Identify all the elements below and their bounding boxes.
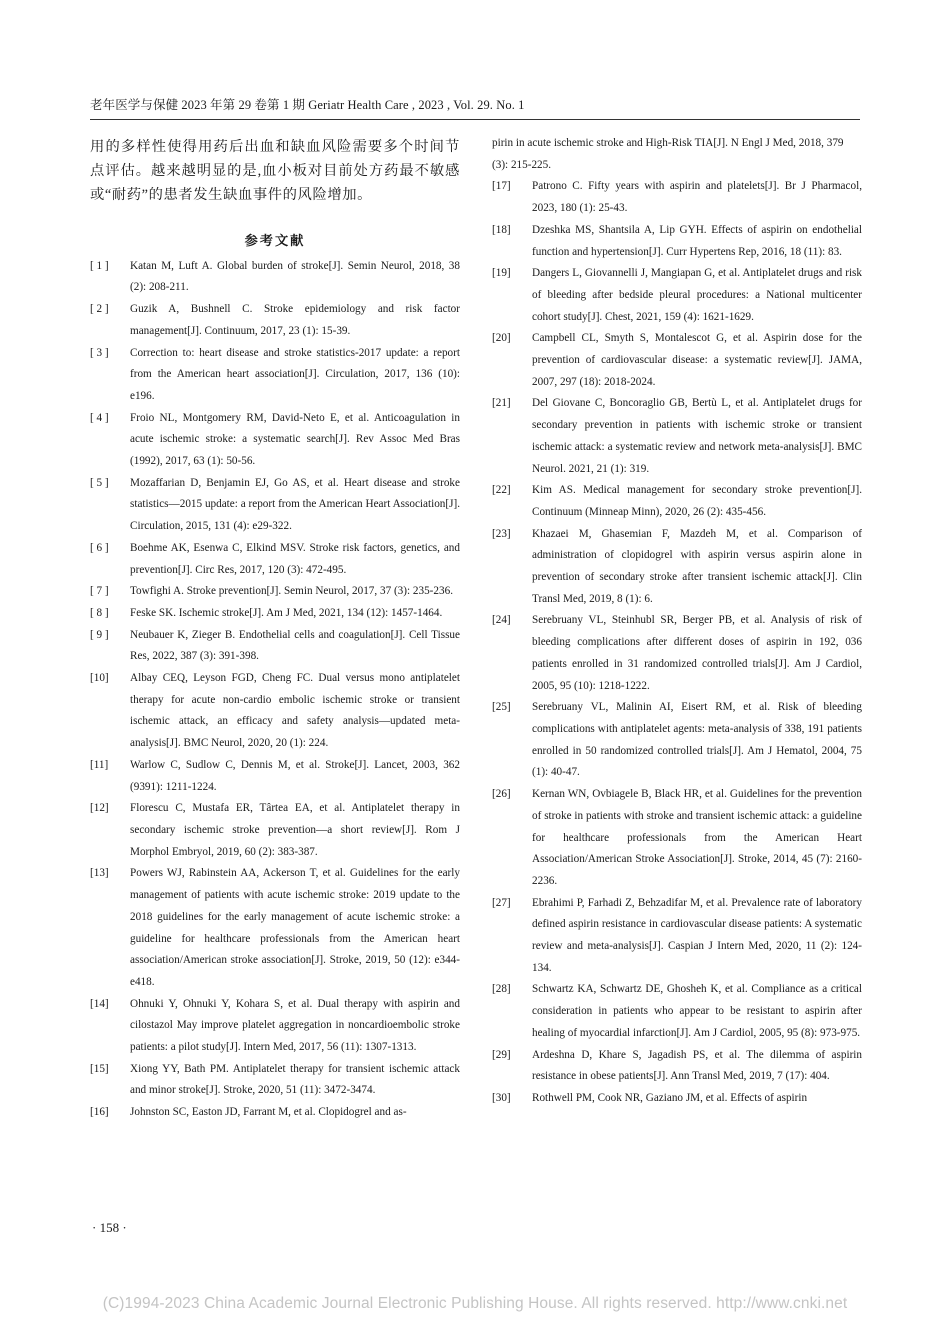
reference-item [90,408,460,473]
right-column [492,133,862,1110]
reference-item [492,263,862,328]
reference-item [492,697,862,784]
reference-text: Kim AS. Medical management for secondary stroke prevention[J]. Continuum (Minneap Minn), 2020, 26 (2): 435-456. [532,484,862,518]
reference-list-right [492,176,862,1109]
reference-number: [23] [492,527,511,540]
reference-number: [14] [90,997,109,1010]
reference-text: Correction to: heart disease and stroke statistics-2017 update: a report from the American heart association[J]. Circulation, 2017, 136 (10): e196. [130,346,460,402]
reference-text: Guzik A, Bushnell C. Stroke epidemiology and risk factor management[J]. Continuum, 2017, 23 (1): 15-39. [130,303,460,337]
reference-text: Ebrahimi P, Farhadi Z, Behzadifar M, et al. Prevalence rate of laboratory defined aspirin resistance in cardiovascular disease patients: A systematic review and meta-analysis[J]. Caspian J Intern Med, 2020, 11 (2): 124-134. [532,896,862,974]
reference-item [90,625,460,668]
left-column [90,133,460,1124]
reference-text: Boehme AK, Esenwa C, Elkind MSV. Stroke risk factors, genetics, and prevention[J]. Circ Res, 2017, 120 (3): 472-495. [130,541,460,576]
header-rule [90,119,860,120]
reference-text: Khazaei M, Ghasemian F, Mazdeh M, et al. Comparison of administration of clopidogrel with aspirin versus aspirin alone in prevention of secondary stroke after transient ischemic attack[J]. Clin Transl Med, 2019, 8 (1): 6. [532,527,862,605]
reference-text: Rothwell PM, Cook NR, Gaziano JM, et al. Effects of aspirin [532,1091,808,1104]
reference-text: Dzeshka MS, Shantsila A, Lip GYH. Effects of aspirin on endothelial function and hypertension[J]. Curr Hypertens Rep, 2016, 18 (11): 83. [532,223,862,258]
reference-number: [ 8 ] [90,606,109,619]
body-paragraph: 用的多样性使得用药后出血和缺血风险需要多个时间节点评估。越来越明显的是,血小板对目前处方药最不敏感或“耐药”的患者发生缺血事件的风险增加。 [90,139,460,203]
reference-item [492,893,862,980]
reference-item [90,1059,460,1102]
reference-text: Warlow C, Sudlow C, Dennis M, et al. Stroke[J]. Lancet, 2003, 362 (9391): 1211-1224. [130,758,460,793]
reference-text: Katan M, Luft A. Global burden of stroke[J]. Semin Neurol, 2018, 38 (2): 208-211. [130,259,460,294]
reference-item [492,480,862,523]
page-number: · 158 · [92,1220,127,1235]
reference-text: Del Giovane C, Boncoraglio GB, Bertù L, et al. Antiplatelet drugs for secondary prevention in patients with ischemic stroke or transient ischemic attack: a systematic review and network meta-analysis[J]. BMC Neurol. 2021, 21 (1): 319. [532,397,862,475]
copyright-watermark: (C)1994-2023 China Academic Journal Electronic Publishing House. All rights reserved. http://www.cnki.net [102,1295,848,1312]
reference-text: Mozaffarian D, Benjamin EJ, Go AS, et al. Heart disease and stroke statistics—2015 update: a report from the American Heart Association[J]. Circulation, 2015, 131 (4): e29-322. [130,476,460,533]
reference-text: Albay CEQ, Leyson FGD, Cheng FC. Dual versus mono antiplatelet therapy for acute non-cardio embolic ischemic stroke or transient ischemic attack, an efficacy and safety analysis—updated meta-analysis[J]. BMC Neurol, 2020, 20 (1): 224. [130,672,460,750]
reference-text: Serebruany VL, Malinin AI, Eisert RM, et al. Risk of bleeding complications with antiplatelet agents: meta-analysis of 338, 191 patients enrolled in 50 randomized controlled trials[J]. Am J Hematol, 2004, 75 (1): 40-47. [532,701,862,779]
reference-text: Froio NL, Montgomery RM, David-Neto E, et al. Anticoagulation in acute ischemic stroke: a systematic search[J]. Rev Assoc Med Bras (1992), 2017, 63 (1): 50-56. [130,411,460,468]
reference-number: [22] [492,484,511,497]
reference-number: [27] [492,896,511,909]
reference-item [90,1102,460,1124]
reference-number: [13] [90,867,109,880]
reference-item [492,393,862,480]
reference-text: Ohnuki Y, Ohnuki Y, Kohara S, et al. Dual therapy with aspirin and cilostazol May improve platelet aggregation in noncardioembolic stroke patients: a pilot study[J]. Intern Med, 2017, 56 (11): 1307-1313. [130,997,460,1054]
reference-text: Kernan WN, Ovbiagele B, Black HR, et al. Guidelines for the prevention of stroke in patients with stroke and transient ischemic attack: a guideline for healthcare professionals from the American Heart Association/American Stroke Association[J]. Stroke, 2014, 45 (7): 2160-2236. [532,788,862,887]
reference-number: [ 9 ] [90,628,109,641]
reference-text: Patrono C. Fifty years with aspirin and platelets[J]. Br J Pharmacol, 2023, 180 (1): 25-43. [532,180,862,215]
reference-16-continuation: pirin in acute ischemic stroke and High-Risk TIA[J]. N Engl J Med, 2018, 379 (3): 215-225. [492,137,844,171]
reference-item [90,668,460,755]
reference-item [90,538,460,581]
reference-text: Serebruany VL, Steinhubl SR, Berger PB, et al. Analysis of risk of bleeding complications after different doses of aspirin in 192, 036 patients enrolled in 31 randomized controlled trials[J]. Am J Cardiol, 2005, 95 (10): 1218-1222. [532,614,862,692]
reference-text: Florescu C, Mustafa ER, Târtea EA, et al. Antiplatelet therapy in secondary ischemic stroke prevention—a short review[J]. Rom J Morphol Embryol, 2019, 60 (2): 383-387. [130,802,460,858]
reference-number: [ 5 ] [90,476,109,489]
reference-number: [ 7 ] [90,585,109,598]
reference-item [90,863,460,993]
reference-text: Feske SK. Ischemic stroke[J]. Am J Med, 2021, 134 (12): 1457-1464. [130,606,443,619]
reference-text: Campbell CL, Smyth S, Montalescot G, et al. Aspirin dose for the prevention of cardiovascular disease: a systematic review[J]. JAMA, 2007, 297 (18): 2018-2024. [532,332,862,388]
reference-item [492,176,862,219]
reference-number: [20] [492,332,511,345]
reference-number: [25] [492,701,511,714]
reference-number: [11] [90,758,109,771]
reference-text: Towfighi A. Stroke prevention[J]. Semin Neurol, 2017, 37 (3): 235-236. [130,585,453,598]
reference-item [90,798,460,863]
reference-item [90,473,460,538]
reference-text: Dangers L, Giovannelli J, Mangiapan G, et al. Antiplatelet drugs and risk of bleeding after bedside pleural procedures: a National multicenter cohort study[J]. Chest, 2021, 159 (4): 1621-1629. [532,267,862,323]
reference-number: [29] [492,1048,511,1061]
reference-item [492,1045,862,1088]
reference-number: [ 3 ] [90,346,109,359]
reference-number: [10] [90,672,109,685]
references-title: 参考文献 [244,233,306,248]
reference-number: [ 6 ] [90,541,109,554]
reference-item [492,524,862,611]
reference-item [492,1088,862,1110]
reference-item [90,581,460,603]
reference-number: [16] [90,1106,109,1119]
reference-item [90,299,460,342]
reference-number: [ 2 ] [90,303,109,316]
reference-number: [ 1 ] [90,259,109,272]
running-header: 老年医学与保健 2023 年第 29 卷第 1 期 Geriatr Health Care , 2023 , Vol. 29. No. 1 [90,98,525,112]
reference-number: [21] [492,397,511,410]
reference-number: [12] [90,802,109,815]
reference-item [90,994,460,1059]
reference-item [492,220,862,263]
reference-item [492,784,862,893]
reference-number: [15] [90,1062,109,1075]
reference-number: [30] [492,1091,511,1104]
reference-text: Ardeshna D, Khare S, Jagadish PS, et al. The dilemma of aspirin resistance in obese patients[J]. Ann Transl Med, 2019, 7 (17): 404. [532,1048,862,1083]
reference-text: Powers WJ, Rabinstein AA, Ackerson T, et al. Guidelines for the early management of patients with acute ischemic stroke: 2019 update to the 2018 guidelines for the early management of acute ischemic stroke: a guideline for healthcare professionals from the American heart association/American stroke association[J]. Stroke, 2019, 50 (12): e344-e418. [130,867,460,988]
reference-text: Schwartz KA, Schwartz DE, Ghosheh K, et al. Compliance as a critical consideration in patients who appear to be resistant to aspirin after healing of myocardial infarction[J]. Am J Cardiol, 2005, 95 (8): 973-975. [532,983,862,1039]
reference-item [492,328,862,393]
reference-number: [28] [492,983,511,996]
reference-item [90,603,460,625]
reference-item [492,979,862,1044]
reference-number: [17] [492,180,511,193]
reference-number: [24] [492,614,511,627]
reference-number: [18] [492,223,511,236]
reference-text: Johnston SC, Easton JD, Farrant M, et al. Clopidogrel and as- [130,1106,407,1119]
reference-item [90,256,460,299]
reference-number: [26] [492,788,511,801]
reference-number: [ 4 ] [90,411,109,424]
reference-item [90,755,460,798]
reference-text: Neubauer K, Zieger B. Endothelial cells and coagulation[J]. Cell Tissue Res, 2022, 387 (3): 391-398. [130,628,460,663]
reference-item [492,610,862,697]
reference-number: [19] [492,267,511,280]
reference-list-left [90,256,460,1124]
reference-item [90,343,460,408]
reference-text: Xiong YY, Bath PM. Antiplatelet therapy for transient ischemic attack and minor stroke[J]. Stroke, 2020, 51 (11): 3472-3474. [130,1062,460,1097]
